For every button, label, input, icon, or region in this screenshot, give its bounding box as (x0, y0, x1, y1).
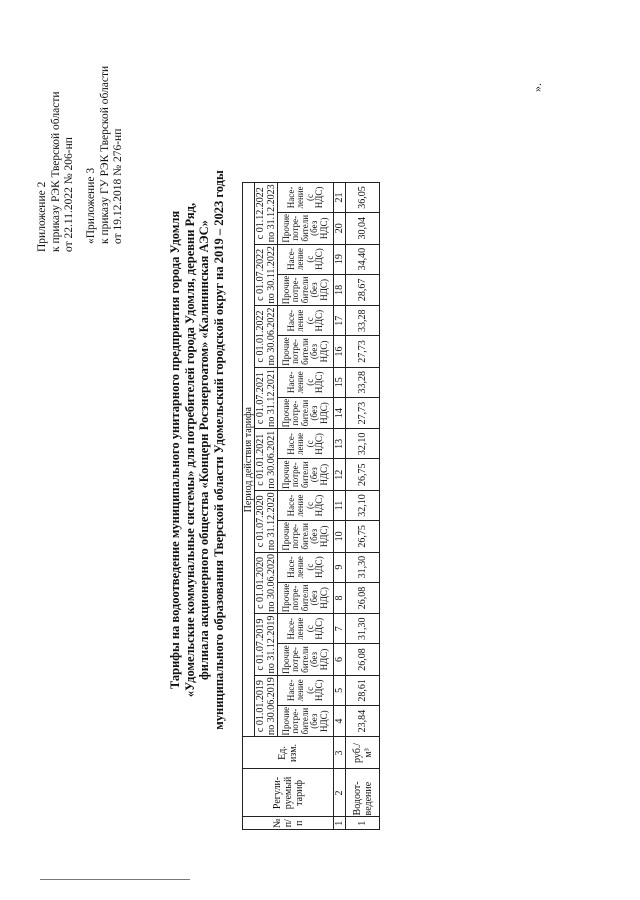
tariff-table (242, 182, 380, 830)
subheader-other-consumers: Прочие потре-бители (без НДС) (278, 705, 334, 737)
row-name: Водоот-ведение (346, 769, 380, 817)
subheader-other-consumers: Прочие потре-бители (без НДС) (278, 582, 334, 614)
column-number: 20 (334, 212, 346, 244)
period-header: с 01.07.2020 по 31.12.2020 (255, 492, 277, 551)
tariff-value: 26,75 (346, 459, 380, 491)
tariff-value: 36,05 (346, 182, 380, 212)
column-number: 3 (334, 737, 346, 769)
row-no: 1 (346, 817, 380, 830)
appendix-2-line-3: от 22.11.2022 № 206-нп (63, 137, 75, 252)
subheader-population: Насе-ление (с НДС) (278, 429, 334, 459)
column-number: 4 (334, 705, 346, 737)
period-header: с 01.07.2021 по 31.12.2021 (255, 369, 277, 428)
subheader-population: Насе-ление (с НДС) (278, 552, 334, 582)
tariff-value: 27,73 (346, 397, 380, 429)
tariff-value: 23,84 (346, 705, 380, 737)
subheader-population: Насе-ление (с НДС) (278, 614, 334, 644)
title-line-1: Тарифы на водоотведение муниципального унитарного предприятия города Удомля (168, 210, 182, 690)
column-number: 9 (334, 552, 346, 582)
column-number: 5 (334, 675, 346, 705)
period-header: с 01.01.2019 по 30.06.2019 (255, 677, 277, 736)
subheader-population: Насе-ление (с НДС) (278, 675, 334, 705)
tariff-value: 32,10 (346, 429, 380, 459)
tariff-value: 33,28 (346, 367, 380, 397)
period-header: с 01.01.2020 по 30.06.2020 (255, 554, 277, 612)
column-number: 17 (334, 306, 346, 336)
subheader-other-consumers: Прочие потре-бители (без НДС) (278, 521, 334, 553)
closing-quote: ». (530, 83, 544, 92)
document-title (168, 0, 226, 900)
period-header: с 01.07.2019 по 31.12.2019 (255, 615, 277, 674)
tariff-value: 30,04 (346, 212, 380, 244)
tariff-value: 34,40 (346, 244, 380, 274)
tariff-value: 27,73 (346, 336, 380, 368)
subheader-other-consumers: Прочие потре-бители (без НДС) (278, 644, 334, 676)
title-line-3: филиала акционерного общества «Концерн Росэнергоатом» «Калининская АЭС» (197, 220, 211, 680)
tariff-value: 28,67 (346, 274, 380, 306)
subheader-population: Насе-ление (с НДС) (278, 306, 334, 336)
column-number: 8 (334, 582, 346, 614)
tariff-value: 31,30 (346, 552, 380, 582)
appendix-2-header (36, 92, 77, 253)
subheader-population: Насе-ление (с НДС) (278, 491, 334, 521)
header-period: Период действия тарифа (243, 182, 255, 736)
tariff-value: 33,28 (346, 306, 380, 336)
tariff-value: 26,08 (346, 644, 380, 676)
appendix-3-line-2: к приказу ГУ РЭК Тверской области (98, 65, 111, 244)
appendix-3-line-1: «Приложение 3 (85, 167, 97, 244)
subheader-population: Насе-ление (с НДС) (278, 367, 334, 397)
column-number: 12 (334, 459, 346, 491)
column-number: 19 (334, 244, 346, 274)
period-header: с 01.07.2022 по 30.11.2022 (255, 244, 278, 306)
header-no: № п/п (243, 817, 334, 830)
tariff-value: 26,75 (346, 521, 380, 553)
row-unit: руб./м³ (346, 737, 380, 769)
header-tariff: Регули-руемый тариф (243, 769, 334, 817)
subheader-other-consumers: Прочие потре-бители (без НДС) (278, 212, 334, 244)
title-line-2: «Удомельские коммунальные системы» для потребителей города Удомля, деревни Ряд, (182, 202, 197, 698)
tariff-value: 32,10 (346, 491, 380, 521)
appendix-2-line-2: к приказу РЭК Тверской области (49, 91, 62, 252)
appendix-2-line-1: Приложение 2 (36, 181, 48, 252)
column-number: 15 (334, 367, 346, 397)
subheader-other-consumers: Прочие потре-бители (без НДС) (278, 397, 334, 429)
subheader-other-consumers: Прочие потре-бители (без НДС) (278, 274, 334, 306)
tariff-value: 31,30 (346, 614, 380, 644)
column-number: 16 (334, 336, 346, 368)
appendix-3-line-3: от 19.12.2018 № 276-нп (112, 128, 124, 244)
column-number: 2 (334, 769, 346, 817)
column-number: 11 (334, 491, 346, 521)
period-header: с 01.12.2022 по 31.12.2023 (255, 184, 277, 243)
subheader-population: Насе-ление (с НДС) (278, 244, 334, 274)
header-unit: Ед. изм. (243, 737, 334, 769)
subheader-other-consumers: Прочие потре-бители (без НДС) (278, 459, 334, 491)
subheader-population: Насе-ление (с НДС) (278, 182, 334, 212)
column-number: 14 (334, 397, 346, 429)
column-number: 7 (334, 614, 346, 644)
column-number: 21 (334, 182, 346, 212)
subheader-other-consumers: Прочие потре-бители (без НДС) (278, 336, 334, 368)
title-line-4: муниципального образования Тверской области Удомельский городской округ на 2019 – 2023 годы (211, 170, 226, 730)
tariff-value: 26,08 (346, 582, 380, 614)
column-number: 6 (334, 644, 346, 676)
appendix-3-header (85, 66, 126, 244)
column-number: 10 (334, 521, 346, 553)
period-header: с 01.01.2021 по 30.06.2021 (255, 430, 277, 489)
tariff-value: 28,61 (346, 675, 380, 705)
period-header: с 01.01.2022 по 30.06.2022 (255, 307, 277, 366)
column-number: 18 (334, 274, 346, 306)
column-number: 1 (334, 817, 346, 830)
column-number: 13 (334, 429, 346, 459)
